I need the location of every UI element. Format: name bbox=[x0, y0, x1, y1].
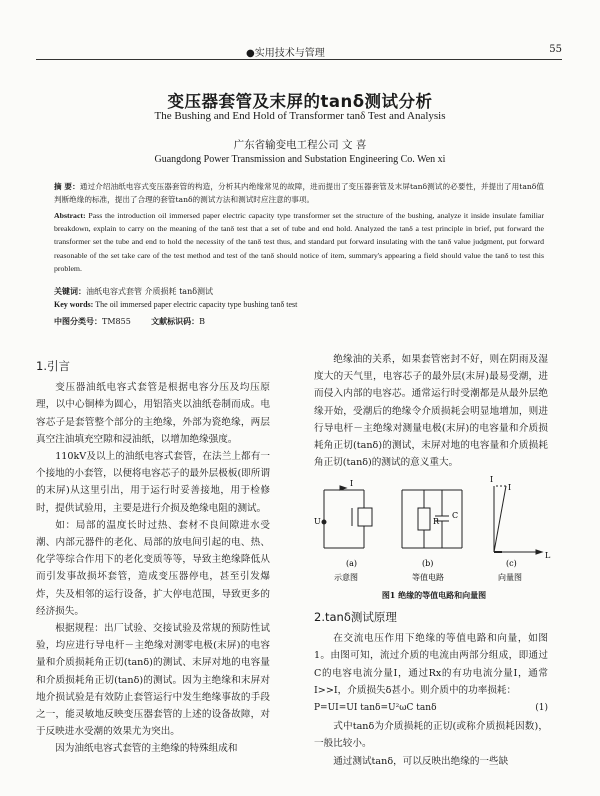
paragraph: 式中tanδ为介质损耗的正切(或称介质损耗因数)，一般比较小。 bbox=[314, 721, 548, 750]
section-2-heading: 2.tanδ测试原理 bbox=[314, 610, 397, 624]
clc-label: 中图分类号： bbox=[54, 316, 102, 326]
running-header bbox=[36, 44, 562, 58]
sublabel-c: 向量图 bbox=[498, 573, 522, 582]
label-ic: I bbox=[490, 475, 494, 484]
journal-section: ●实用技术与管理 bbox=[246, 48, 325, 59]
figure-c-vector-diagram bbox=[494, 486, 542, 554]
sublabel-b: 等值电路 bbox=[412, 573, 444, 582]
author-chinese: 广东省输变电工程公司 文 喜 bbox=[233, 139, 367, 151]
title-chinese: 变压器套管及末屏的tanδ测试分析 bbox=[167, 92, 433, 111]
keywords-english bbox=[54, 300, 297, 309]
page-number: 55 bbox=[549, 44, 562, 55]
sublabel-a: 示意图 bbox=[334, 573, 358, 582]
label-l: L bbox=[545, 551, 551, 560]
keywords-cn-text: 油纸电容式套管 介质损耗 tanδ测试 bbox=[86, 287, 214, 296]
figure-a-schematic bbox=[322, 486, 372, 548]
formula-1 bbox=[314, 700, 548, 717]
section-1-heading: 1.引言 bbox=[36, 359, 70, 373]
equivalent-circuit-figure bbox=[312, 470, 557, 602]
formula-text: P=UI=UI tanδ=U²ωC tanδ bbox=[314, 703, 437, 714]
abstract-cn-text: 通过介绍油纸电容式变压器套管的构造，分析其内绝缘常见的故障，进而提出了变压器套管及末屏tanδ测试的必要性，并提出了用tanδ值判断绝缘的标准，提出了合理的套管tanδ的测试方法和测试时应注意的事项。 bbox=[54, 182, 544, 205]
abstract-english bbox=[54, 209, 544, 275]
keywords-chinese bbox=[54, 286, 213, 297]
author-english: Guangdong Power Transmission and Substation Engineering Co. Wen xi bbox=[154, 154, 446, 165]
label-rx: R bbox=[433, 517, 440, 526]
formula-number: (1) bbox=[535, 703, 548, 714]
label-b: (b) bbox=[422, 559, 434, 568]
abstract-chinese bbox=[54, 180, 544, 207]
title-english: The Bushing and End Hold of Transformer tanδ Test and Analysis bbox=[154, 110, 446, 122]
label-i: I bbox=[350, 479, 354, 488]
paragraph: 绝缘油的关系，如果套管密封不好，则在阴雨及湿度大的天气里，电容芯子的最外层(末屏)最易受潮，进而侵入内部的电容芯。通常运行时受潮都是从最外层绝缘开始，受潮后的绝缘令介质损耗会明显地增加，则进行导电杆－主绝缘对测量电极(末屏)的电容量和介质损耗角正切(tanδ)的测试，末屏对地的电容量和介质损耗角正切(tanδ)的测试的意义重大。 bbox=[314, 354, 548, 469]
label-cx: C bbox=[452, 511, 459, 520]
paragraph: 根据规程：出厂试验、交接试验及常规的预防性试验，均应进行导电杆－主绝缘对测零电极(末屏)的电容量和介质损耗角正切(tanδ)的测试、末屏对地的电容量和介质损耗角正切(tanδ)的测试。因为主绝缘和末屏对地介损试验是有效防止套管运行中发生绝缘事故的手段之一，能灵敏地反映变压器套管的上述的设备故障，对于反映进水受潮的效果尤为突出。 bbox=[36, 623, 270, 738]
right-column-bottom bbox=[314, 603, 548, 770]
label-u: U bbox=[314, 517, 321, 526]
header-rule bbox=[36, 59, 562, 60]
right-column-top bbox=[314, 351, 548, 471]
paragraph: 因为油纸电容式套管的主绝缘的特殊组成和 bbox=[55, 743, 238, 755]
keywords-en-text: The oil immersed paper electric capacity type bushing tanδ test bbox=[95, 300, 298, 309]
clc-code: TM855 bbox=[102, 317, 131, 326]
abstract-en-label: Abstract: bbox=[54, 211, 86, 220]
paragraph: 110kV及以上的油纸电容式套管，在法兰上都有一个接地的小套管，以便将电容芯子的最外层极板(即所谓的末屏)从这里引出，用于运行时妥善接地，用于检修时，提供试验用，主要是进行介损及绝缘电阻的测试。 bbox=[36, 451, 270, 514]
classification bbox=[54, 316, 205, 327]
abstract-cn-label: 摘 要： bbox=[54, 182, 80, 191]
keywords-cn-label: 关键词： bbox=[54, 286, 86, 296]
keywords-en-label: Key words: bbox=[54, 300, 94, 309]
paragraph: 在交流电压作用下绝缘的等值电路和向量，如图1。由图可知，流过介质的电流由两部分组成，即通过C的电容电流分量I，通过Rx的有功电流分量I，通常I>>I，介质损失δ甚小。则介质中的功率损耗： bbox=[314, 633, 548, 696]
doc-code: B bbox=[199, 317, 206, 326]
label-c: (c) bbox=[506, 559, 517, 568]
paragraph: 如：局部的温度长时过热、套材不良间隙进水受潮、内部元器件的老化、局部的放电间引起的电、热、化学等综合作用下的老化变质等等，导致主绝缘降低从而引发事故损坏套管，造成变压器停电，甚至引发爆炸，失及相邻的运行设备，扩大停电范围，导致更多的经济损失。 bbox=[36, 519, 270, 617]
paragraph: 通过测试tanδ，可以反映出绝缘的一些缺 bbox=[333, 755, 509, 767]
label-a: (a) bbox=[346, 559, 358, 568]
abstract-en-text: Pass the introduction oil immersed paper electric capacity type transformer set the structure of the bushing, analyze it inside insulate familiar breakdown, explain to carry on the meaning of the tanδ test that a set of tube and end hold. Analyzed the tanδ a test principle in brief, put forward the transformer set the tube and end to hold the necessity of the tanδ test thus, and standard put forward insulating with the tanδ value judgment, put forward reasonable of the set take care of the test method and test of the tanδ should notice of item, summary's appearing a field should value the tanδ to test this problem. bbox=[54, 211, 544, 273]
label-ix: I bbox=[508, 483, 512, 492]
doc-label: 文献标识码： bbox=[151, 316, 200, 326]
left-column bbox=[36, 358, 270, 758]
figure-caption: 图1 绝缘的等值电路和向量图 bbox=[381, 590, 487, 600]
paragraph: 变压器油纸电容式套管是根据电容分压及均压原理，以中心铜棒为圆心，用铝箔夹以油纸卷制而成。电容芯子是套管整个部分的主绝缘，外部为瓷绝缘，两层真空注油填充空隙和浸油纸，以增加绝缘强度。 bbox=[36, 382, 270, 445]
